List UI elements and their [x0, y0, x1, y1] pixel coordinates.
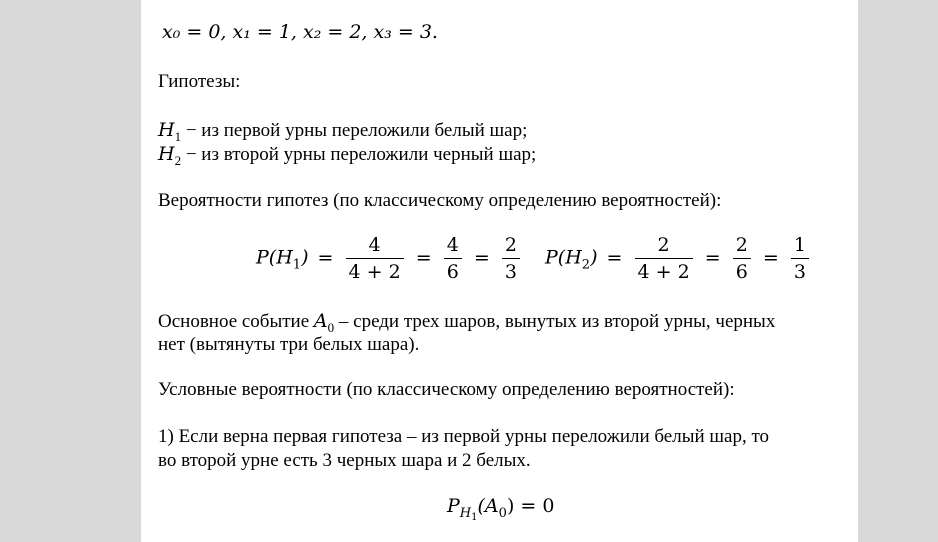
- main-event-before: Основное событие: [158, 311, 314, 332]
- main-event-line-2: нет (вытянуты три белых шара).: [158, 334, 420, 355]
- fraction-denominator: 3: [502, 258, 520, 283]
- main-event-symbol: A: [313, 310, 328, 332]
- hypothesis-symbol: H: [158, 143, 175, 165]
- fraction: [791, 234, 809, 283]
- case1-line-1: 1) Если верна первая гипотеза – из первой урны переложили белый шар, то: [158, 426, 770, 447]
- formula-lhs: P(H: [256, 246, 293, 269]
- fraction-denominator: 6: [733, 258, 751, 283]
- fraction: [733, 234, 751, 283]
- main-event-line-1: [158, 309, 775, 334]
- document-page: [141, 0, 858, 542]
- formula-lhs-index: 1: [292, 257, 302, 273]
- fraction-denominator: 3: [791, 258, 809, 283]
- conditional-heading: Условные вероятности (по классическому определению вероятностей):: [158, 379, 735, 400]
- hypothesis-text: − из первой урны переложили белый шар;: [181, 120, 528, 141]
- fraction: [502, 234, 520, 283]
- formula-conditional: [447, 494, 555, 523]
- left-margin-bar: [0, 0, 141, 542]
- hypothesis-1: [158, 118, 527, 143]
- hypothesis-2: [158, 142, 536, 167]
- case1-line-2: во второй урне есть 3 черных шара и 2 белых.: [158, 450, 531, 471]
- formula-lhs-close: ): [301, 246, 309, 269]
- formula-lhs-close: ): [590, 246, 598, 269]
- formula-sub-h: H: [459, 506, 472, 521]
- fraction-numerator: 1: [793, 234, 806, 256]
- probabilities-heading: Вероятности гипотез (по классическому определению вероятностей):: [158, 190, 722, 211]
- formula-sub-h-index: 1: [471, 512, 478, 523]
- fraction: [635, 234, 693, 283]
- hypotheses-heading: Гипотезы:: [158, 71, 241, 92]
- formula-p: P: [447, 495, 460, 517]
- formula-a-index: 0: [498, 506, 507, 521]
- hypothesis-index: 1: [174, 129, 182, 144]
- values-line: x₀ = 0, x₁ = 1, x₂ = 2, x₃ = 3.: [162, 21, 438, 43]
- hypothesis-index: 2: [174, 153, 182, 168]
- fraction-numerator: 2: [504, 234, 517, 256]
- main-event-index: 0: [327, 320, 335, 335]
- fraction-numerator: 2: [657, 234, 670, 256]
- fraction-denominator: 4 + 2: [346, 258, 404, 283]
- fraction-denominator: 4 + 2: [635, 258, 693, 283]
- fraction: [346, 234, 404, 283]
- fraction: [444, 234, 462, 283]
- right-margin-bar: [858, 0, 938, 542]
- formula-a: (A: [477, 495, 499, 517]
- formula-p-h1: $P(H_1)$ = $\frac{4}{4 + 2}$ = $\frac{4}{6}$ = $\frac{2}{3}$: [256, 234, 523, 283]
- hypothesis-symbol: H: [158, 119, 175, 141]
- main-event-after: – среди трех шаров, вынутых из второй урны, черных: [334, 311, 776, 332]
- fraction-numerator: 2: [735, 234, 748, 256]
- fraction-numerator: 4: [446, 234, 459, 256]
- formula-p-h2: $P(H_2)$ = $\frac{2}{4 + 2}$ = $\frac{2}{6}$ = $\frac{1}{3}$: [545, 234, 812, 283]
- fraction-denominator: 6: [444, 258, 462, 283]
- formula-rhs: ) = 0: [506, 495, 555, 517]
- formula-lhs: P(H: [545, 246, 582, 269]
- fraction-numerator: 4: [368, 234, 381, 256]
- formula-lhs-index: 2: [581, 257, 591, 273]
- hypothesis-text: − из второй урны переложили черный шар;: [181, 144, 537, 165]
